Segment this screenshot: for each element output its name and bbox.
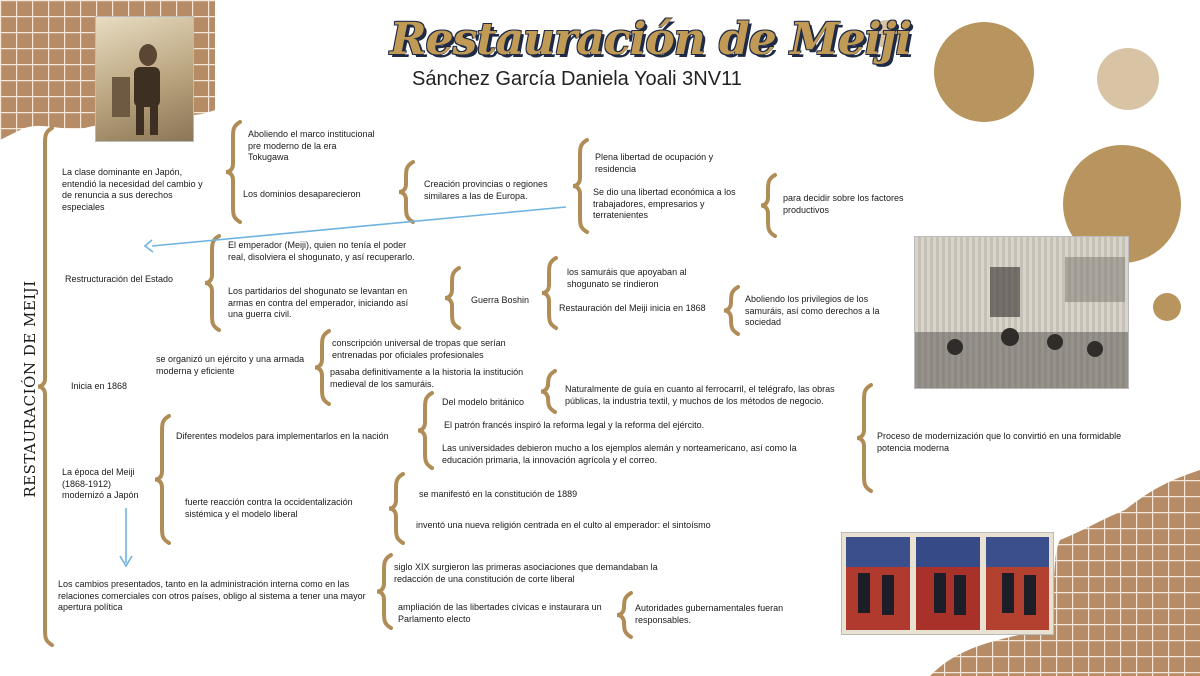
node-libertad-economica: Se dio una libertad económica a los trabajadores, empresarios y terratenientes bbox=[593, 187, 736, 220]
node-ampliacion: ampliación de las libertades cívicas e instaurara un Parlamento electo bbox=[398, 602, 602, 624]
node-plena-libertad: Plena libertad de ocupación y residencia bbox=[595, 152, 714, 174]
author-subtitle: Sánchez García Daniela Yoali 3NV11 bbox=[412, 68, 742, 90]
node-clase-dominante: La clase dominante en Japón, entendió la necesidad del cambio y de renuncia a sus derechos especiales bbox=[62, 167, 203, 212]
node-siglo-xix: siglo XIX surgieron las primeras asociaciones que demandaban la redacción de una constitución de corte liberal bbox=[394, 562, 658, 584]
node-pasaba-historia: pasaba definitivamente a la historia la institución medieval de los samuráis. bbox=[330, 367, 524, 389]
node-inicia-1868: Inicia en 1868 bbox=[71, 381, 128, 391]
node-autoridades: Autoridades gubernamentales fueran responsables. bbox=[635, 603, 784, 625]
node-partidarios: Los partidarios del shogunato se levantan en armas en contra del emperador, iniciando así una guerra civil. bbox=[228, 286, 409, 319]
node-constitucion-1889: se manifestó en la constitución de 1889 bbox=[419, 489, 578, 499]
node-diferentes-modelos: Diferentes modelos para implementarlos en la nación bbox=[176, 431, 389, 441]
node-samurais-apoyaban: los samuráis que apoyaban al shogunato se rindieron bbox=[567, 267, 687, 289]
node-patron-frances: El patrón francés inspiró la reforma legal y la reforma del ejército. bbox=[444, 420, 705, 430]
node-emperador: El emperador (Meiji), quien no tenía el poder real, disolviera el shogunato, y así recuperarlo. bbox=[228, 240, 415, 262]
node-cambios-presentados: Los cambios presentados, tanto en la administración interna como en las relaciones comerciales con otros países, obligo al sistema a tener una mayor apertura política bbox=[58, 579, 366, 612]
node-restauracion-inicia: Restauración del Meiji inicia en 1868 bbox=[559, 303, 706, 313]
side-label-vertical: RESTAURACIÓN DE MEIJI bbox=[21, 280, 39, 498]
node-universidades: Las universidades debieron mucho a los ejemplos alemán y norteamericano, así como la educación primaria, la innovación agrícola y el correo. bbox=[442, 443, 797, 465]
node-decidir-factores: para decidir sobre los factores productivos bbox=[783, 193, 904, 215]
node-ejercito: se organizó un ejército y una armada moderna y eficiente bbox=[156, 354, 305, 376]
page-title: Restauración de Meiji bbox=[390, 14, 912, 65]
node-guerra-boshin: Guerra Boshin bbox=[471, 295, 530, 305]
node-restructuracion: Restructuración del Estado bbox=[65, 274, 174, 284]
node-modelo-britanico: Del modelo británico bbox=[442, 397, 525, 407]
arrow-head-left bbox=[145, 240, 153, 252]
node-epoca-meiji: La época del Meiji (1868-1912) modernizó a Japón bbox=[62, 467, 139, 500]
node-fuerte-reaccion: fuerte reacción contra la occidentalización sistémica y el modelo liberal bbox=[185, 497, 353, 519]
node-creacion-provincias: Creación provincias o regiones similares a las de Europa. bbox=[424, 179, 548, 201]
node-dominios: Los dominios desaparecieron bbox=[243, 189, 361, 199]
node-guia-ferrocarril: Naturalmente de guía en cuanto al ferrocarril, el telégrafo, las obras públicas, la industria textil, y muchos de los métodos de negocio. bbox=[565, 384, 835, 406]
node-aboliendo-privilegios: Aboliendo los privilegios de los samuráis, así como derechos a la sociedad bbox=[745, 294, 880, 327]
node-conscripcion: conscripción universal de tropas que serían entrenadas por oficiales profesionales bbox=[332, 338, 506, 360]
node-aboliendo-marco: Aboliendo el marco institucional pre moderno de la era Tokugawa bbox=[248, 129, 375, 162]
node-nueva-religion: inventó una nueva religión centrada en el culto al emperador: el sintoísmo bbox=[416, 520, 711, 530]
node-proceso-modernizacion: Proceso de modernización que lo convirtió en una formidable potencia moderna bbox=[877, 431, 1122, 453]
